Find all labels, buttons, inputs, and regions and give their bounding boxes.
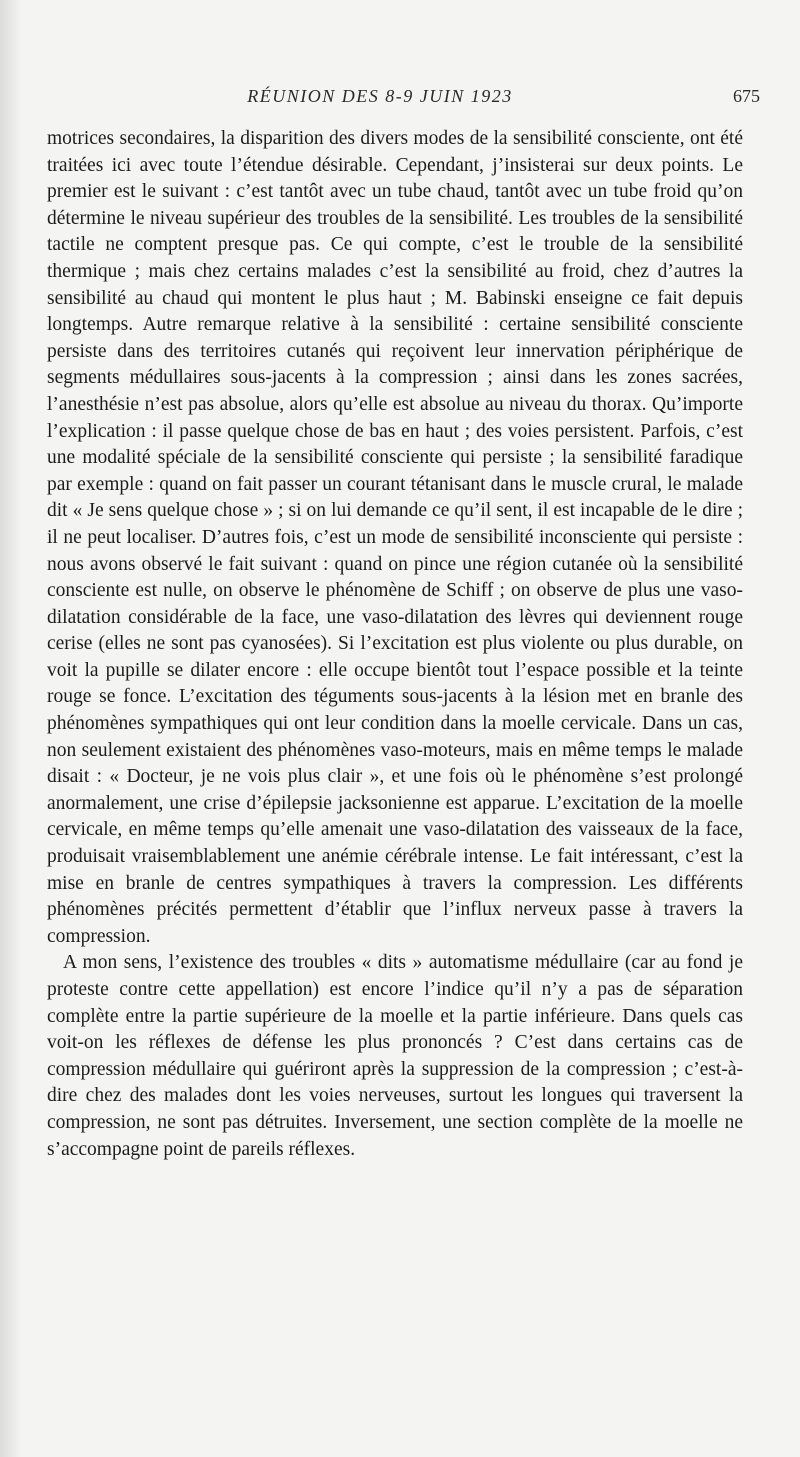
paragraph-2: A mon sens, l’existence des troubles « dits » automatisme médullaire (car au fond je proteste contre cette appellation) est encore l’indice qu’il n’y a pas de séparation complète entre la partie supérieure de la moelle et la partie inférieure. Dans quels cas voit-on les réflexes de défense les plus prononcés ? C’est dans certains cas de compression médullaire qui guériront après la suppression de la compression ; c’est-à-dire chez des malades dont les voies nerveuses, surtout les longues qui traversent la compression, ne sont pas détruites. Inversement, une section complète de la moelle ne s’accompagne point de pareils réflexes.: [47, 952, 743, 1160]
running-head: [0, 86, 800, 110]
paragraph-1: motrices secondaires, la disparition des divers modes de la sensibilité consciente, ont été traitées ici avec toute l’étendue désirable. Cependant, j’insisterai sur deux points. Le premier est le suivant : c’est tantôt avec un tube chaud, tantôt avec un tube froid qu’on détermine le niveau supérieur des troubles de la sensibilité. Les troubles de la sensibilité tactile ne comptent presque pas. Ce qui compte, c’est le trouble de la sensibilité thermique ; mais chez certains malades c’est la sensibilité au froid, chez d’autres la sensibilité au chaud qui montent le plus haut ; M. Babinski enseigne ce fait depuis longtemps. Autre remarque relative à la sensibilité : certaine sensibilité consciente persiste dans des territoires cutanés qui reçoivent leur innervation périphérique de segments médullaires sous-jacents à la compression ; ainsi dans les zones sacrées, l’anesthésie n’est pas absolue, alors qu’elle est absolue au niveau du thorax. Qu’importe l’explication : il passe quelque chose de bas en haut ; des voies persistent. Parfois, c’est une modalité spéciale de la sensibilité consciente qui persiste ; la sensibilité faradique par exemple : quand on fait passer un courant tétanisant dans le muscle crural, le malade dit « Je sens quelque chose » ; si on lui demande ce qu’il sent, il est incapable de le dire ; il ne peut localiser. D’autres fois, c’est un mode de sensibilité inconsciente qui persiste : nous avons observé le fait suivant : quand on pince une région cutanée où la sensibilité consciente est nulle, on observe le phénomène de Schiff ; on observe de plus une vaso-dilatation considérable de la face, une vaso-dilatation des lèvres qui deviennent rouge cerise (elles ne sont pas cyanosées). Si l’excitation est plus violente ou plus durable, on voit la pupille se dilater encore : elle occupe bientôt tout l’espace possible et la teinte rouge se fonce. L’excitation des téguments sous-jacents à la lésion met en branle des phénomènes sympathiques qui ont leur condition dans la moelle cervicale. Dans un cas, non seulement existaient des phénomènes vaso-moteurs, mais en même temps le malade disait : « Docteur, je ne vois plus clair », et une fois où le phénomène s’est prolongé anormalement, une crise d’épilepsie jacksonienne est apparue. L’excitation de la moelle cervicale, en même temps qu’elle amenait une vaso-dilatation des vaisseaux de la face, produisait vraisemblablement une anémie cérébrale intense. Le fait intéressant, c’est la mise en branle de centres sympathiques à travers la compression. Les différents phénomènes précités permettent d’établir que l’influx nerveux passe à travers la compression.: [47, 128, 743, 947]
page-number: 675: [733, 86, 760, 106]
scan-gutter-shadow: [0, 0, 22, 1457]
body-text: [47, 126, 743, 1163]
running-title: RÉUNION DES 8-9 JUIN 1923: [247, 86, 513, 106]
